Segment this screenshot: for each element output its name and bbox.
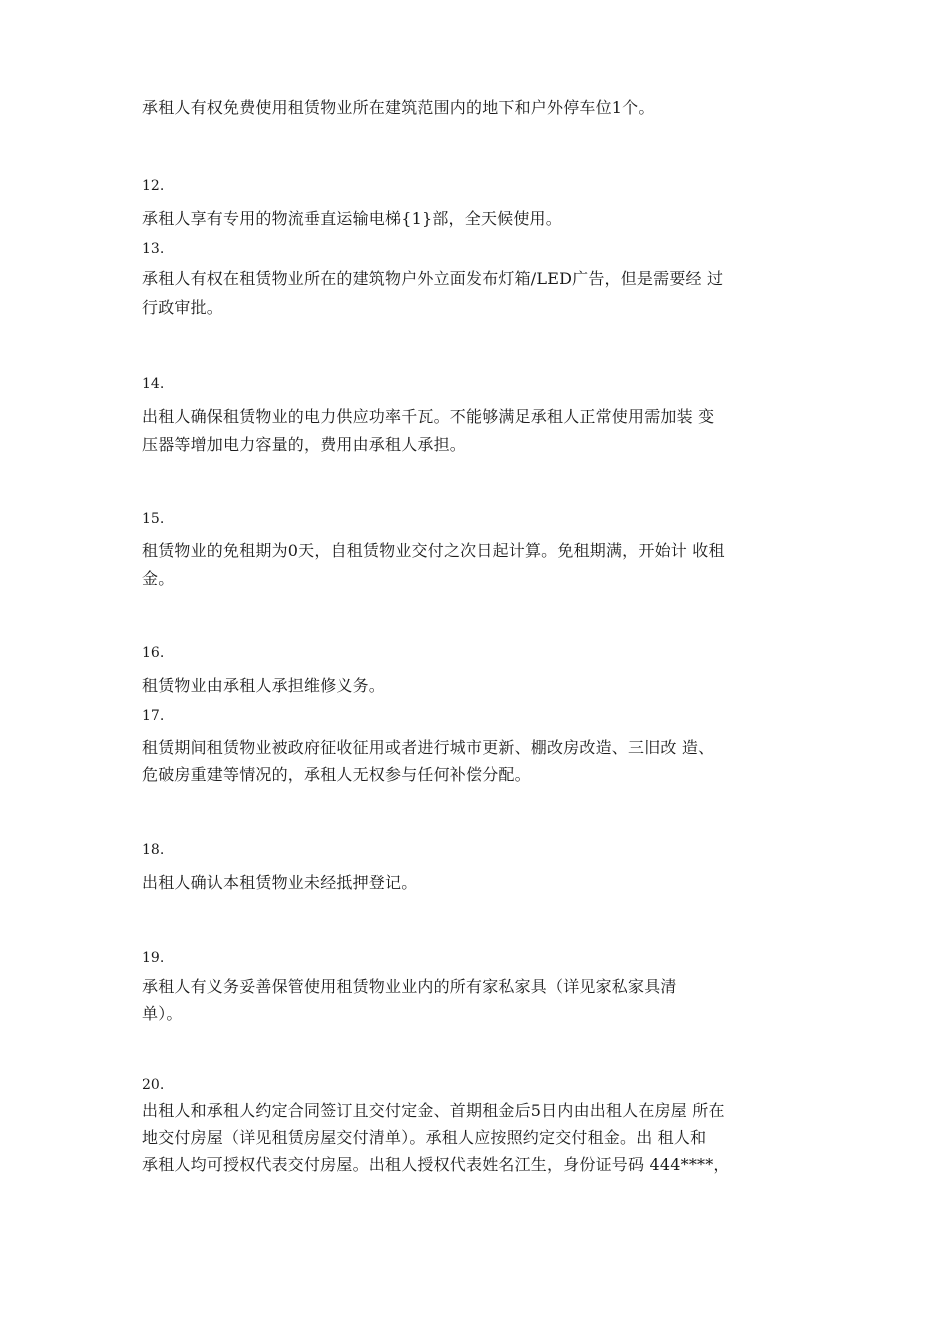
clause-14-line-1: 出租人确保租赁物业的电力供应功率千瓦。不能够满足承租人正常使用需加装 变 bbox=[142, 407, 715, 426]
clause-18-number: 18. bbox=[142, 842, 165, 858]
clause-15-number: 15. bbox=[142, 511, 165, 527]
clause-19-line-2: 单）。 bbox=[142, 1004, 183, 1023]
clause-20-line-2: 地交付房屋（详见租赁房屋交付清单）。承租人应按照约定交付租金。出 租人和 bbox=[142, 1128, 707, 1147]
clause-14-line-2: 压器等增加电力容量的，费用由承租人承担。 bbox=[142, 435, 467, 454]
clause-17-number: 17. bbox=[142, 708, 165, 724]
clause-13-line-2: 行政审批。 bbox=[142, 298, 224, 317]
clause-13-line-1: 承租人有权在租赁物业所在的建筑物户外立面发布灯箱/LED广告，但是需要经 过 bbox=[142, 269, 724, 288]
clause-18-line-1: 出租人确认本租赁物业未经抵押登记。 bbox=[142, 873, 418, 892]
clause-16-number: 16. bbox=[142, 645, 165, 661]
clause-20-line-1: 出租人和承租人约定合同签订且交付定金、首期租金后5日内由出租人在房屋 所在 bbox=[142, 1101, 725, 1120]
clause-13-number: 13. bbox=[142, 241, 165, 257]
clause-19-line-1: 承租人有义务妥善保管使用租赁物业业内的所有家私家具（详见家私家具清 bbox=[142, 977, 677, 996]
clause-11-line-1: 承租人有权免费使用租赁物业所在建筑范围内的地下和户外停车位1个。 bbox=[142, 98, 655, 117]
clause-16-line-1: 租赁物业由承租人承担维修义务。 bbox=[142, 676, 386, 695]
clause-15-line-1: 租赁物业的免租期为0天，自租赁物业交付之次日起计算。免租期满，开始计 收租 bbox=[142, 541, 725, 560]
clause-17-line-1: 租赁期间租赁物业被政府征收征用或者进行城市更新、棚改房改造、三旧改 造、 bbox=[142, 738, 715, 757]
clause-15-line-2: 金。 bbox=[142, 569, 175, 588]
clause-20-number: 20. bbox=[142, 1077, 165, 1093]
clause-12-number: 12. bbox=[142, 178, 165, 194]
clause-12-line-1: 承租人享有专用的物流垂直运输电梯{1}部，全天候使用。 bbox=[142, 209, 562, 228]
clause-20-line-3: 承租人均可授权代表交付房屋。出租人授权代表姓名江生，身份证号码 444****， bbox=[142, 1155, 730, 1174]
clause-17-line-2: 危破房重建等情况的，承租人无权参与任何补偿分配。 bbox=[142, 765, 531, 784]
clause-14-number: 14. bbox=[142, 376, 165, 392]
clause-19-number: 19. bbox=[142, 950, 165, 966]
